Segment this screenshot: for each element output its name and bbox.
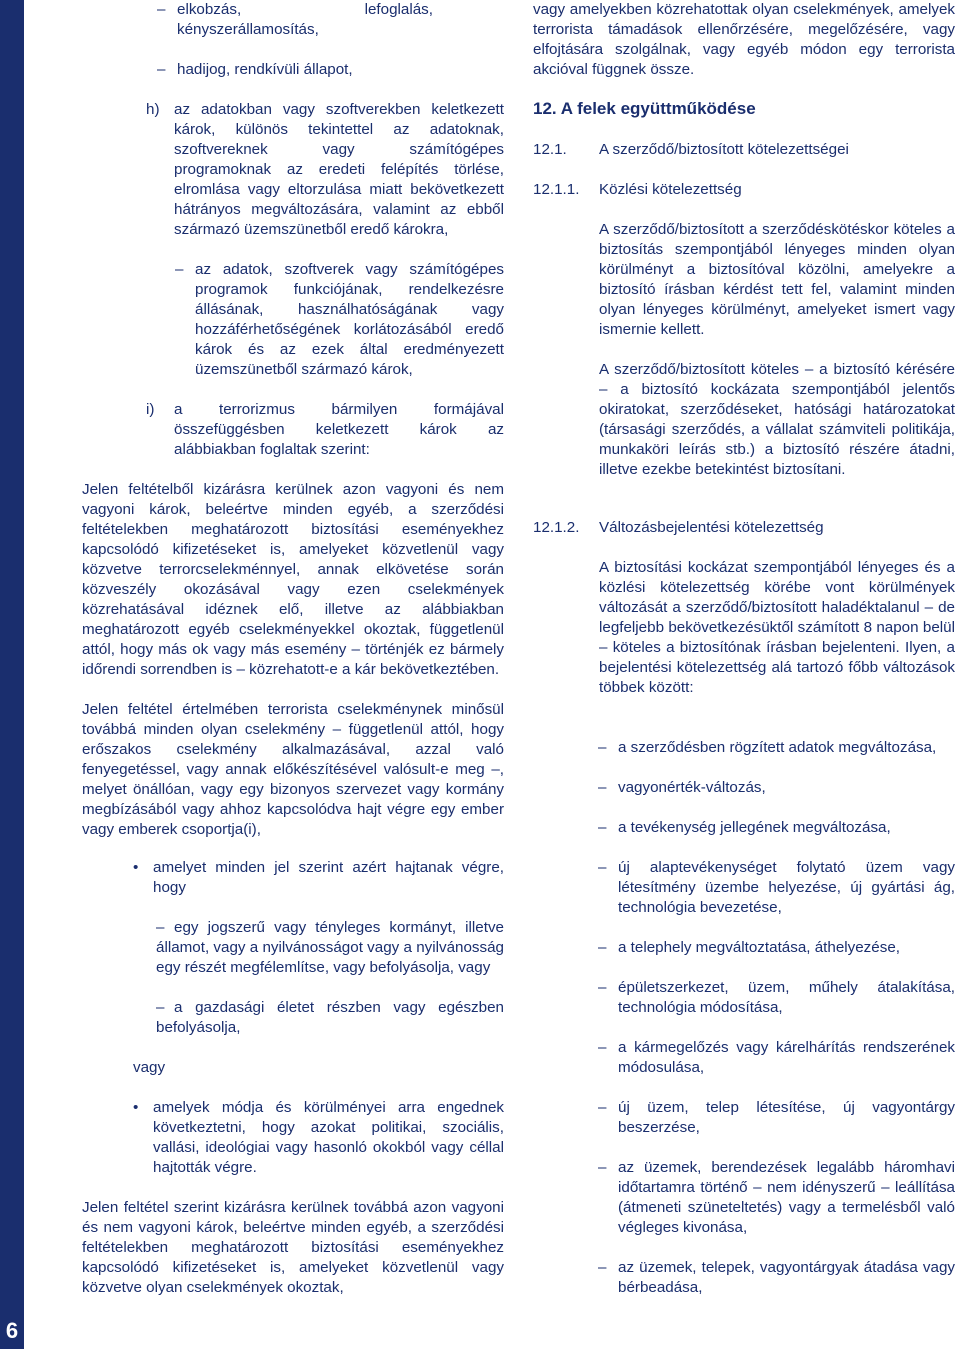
dash-marker: – — [598, 1159, 607, 1176]
item-text: az üzemek, berendezések legalább háromhavi időtartamra történő – nem idényszerű – leállítása (átmeneti szüneteltetés) vagy a termelésből való végleges kivonása, — [618, 1159, 955, 1236]
dash-marker: – — [598, 859, 607, 876]
bullet-item-2 — [133, 1098, 504, 1178]
item-text: amelyek módja és körülményei arra engednek következtetni, hogy azokat politikai, szociális, vallási, ideológiai vagy hasonló okokból vagy céllal hajtották végre. — [153, 1099, 504, 1176]
item-text: hadijog, rendkívüli állapot, — [177, 61, 353, 78]
terrorism-paragraph-3: Jelen feltétel szerint kizárásra kerülnek továbbá azon vagyoni és nem vagyoni károk, beleértve minden egyéb, a szerződési feltételekben meghatározott biztosítási eseményekhez kapcsolódó kifizetéseket is, amelyeket közvetlenül vagy közvetve olyan cselekmények okoztak, — [82, 1199, 504, 1296]
item-text: az adatokban vagy szoftverekben keletkezett károk, különös tekintettel az adatoknak, szoftvereknek vagy számítógépes programoknak az eredeti felépítés törlése, elromlása vagy eltorzulása miatt bekövetkezett hátrányos megváltozására, valamint az ebből származó üzemszünetből eredő károkra, — [174, 101, 504, 238]
exclusion-item-martial-law — [157, 60, 504, 80]
change-list-item — [598, 858, 955, 918]
exclusion-item-i — [82, 400, 504, 460]
change-list-item — [598, 778, 955, 798]
item-text: amelyet minden jel szerint azért hajtanak végre, hogy — [153, 859, 504, 896]
dash-marker: – — [175, 261, 184, 278]
section-title: Közlési kötelezettség — [599, 181, 742, 198]
change-list-item — [598, 1158, 955, 1238]
continuation-paragraph: vagy amelyekben közrehatottak olyan cselekmények, amelyek terrorista támadások ellenőrzésére, megelőzésére, vagy elfojtására szolgálnak, vagy egyéb módon egy terrorista akcióval függnek össze. — [533, 1, 955, 78]
disclosure-paragraph-2: A szerződő/biztosított köteles – a biztosító kérésére – a biztosító kockázata szempontjából jelentős okiratokat, szerződéseket, hatósági határozatokat (társasági szerződés, a vállalat számviteli politikája, munkaköri leírás stb.) a biztosító részére átadni, illetve ezekbe betekintést biztosítani. — [599, 361, 955, 478]
change-list-item — [598, 938, 955, 958]
exclusion-item-confiscation — [157, 0, 504, 40]
change-list-item — [598, 978, 955, 1018]
item-text: az adatok, szoftverek vagy számítógépes programok funkciójának, rendelkezésre állásának, használhatóságának vagy hozzáférhetőségének korlátozásából eredő károk és az ezek által eredményezett üzemszünetből származó károk, — [195, 261, 504, 378]
bullet-marker: • — [133, 859, 139, 876]
bullet-subitem-2 — [156, 998, 504, 1038]
change-list-item — [598, 1098, 955, 1138]
bullet-item-1 — [133, 858, 504, 898]
section-heading-12: 12. A felek együttműködése — [533, 99, 756, 118]
terrorism-paragraph-1: Jelen feltételből kizárásra kerülnek azon vagyoni és nem vagyoni károk, beleértve minden egyéb, a szerződési feltételekben meghatározott biztosítási eseményekhez kapcsolódó kifizetéseket is, amelyeket közvetlenül vagy közvetve terrorcselekménnyel, annak elkövetése során közveszély okozásával vagy ezen cselekmények közrehatásával idéznek elő, illetve az alábbiakban meghatározott egyéb cselekményekkel okoztak, függetlenül attól, hogy más ok vagy más esemény – történjék ez bármely időrendi sorrendben is – közrehatott-e a kár bekövetkeztében. — [82, 481, 504, 678]
item-text: az üzemek, telepek, vagyontárgyak átadása vagy bérbeadása, — [618, 1259, 955, 1296]
dash-marker: – — [156, 919, 165, 936]
dash-marker: – — [598, 1039, 607, 1056]
change-notification-paragraph: A biztosítási kockázat szempontjából lényeges és a közlési kötelezettség körébe vont körülmények változását a szerződő/biztosított haladéktalanul – de legfeljebb bekövetkezésüktől számított 8 napon belül – köteles a biztosítónak írásban bejelenteni. Ilyen, a bejelentési kötelezettség alá tartozó főbb változások többek között: — [599, 559, 955, 696]
dash-marker: – — [157, 61, 166, 78]
item-text: a szerződésben rögzített adatok megváltozása, — [618, 739, 937, 756]
item-text: a tevékenység jellegének megváltozása, — [618, 819, 891, 836]
item-text: vagyonérték-változás, — [618, 779, 766, 796]
dash-marker: – — [598, 979, 607, 996]
dash-marker: – — [598, 1099, 607, 1116]
change-list-item — [598, 818, 955, 838]
item-text: épületszerkezet, üzem, műhely átalakítása, technológia módosítása, — [618, 979, 955, 1016]
terrorism-paragraph-2: Jelen feltétel értelmében terrorista cselekménynek minősül továbbá minden olyan cselekmény – függetlenül attól, hogy erőszakos cselekmény alkalmazásával, azzal való fenyegetéssel, vagy annak előkészítésével valósult-e meg –, melyet önállóan, vagy egy bizonyos szervezet vagy kormány megbízásából vagy ahhoz kapcsolódva hajt végre egy ember vagy emberek csoportja(i), — [82, 701, 504, 838]
dash-marker: – — [598, 1259, 607, 1276]
item-text: a kármegelőzés vagy kárelhárítás rendszerének módosulása, — [618, 1039, 955, 1076]
section-title: Változásbejelentési kötelezettség — [599, 519, 824, 536]
item-text: új üzem, telep létesítése, új vagyontárgy beszerzése, — [618, 1099, 955, 1136]
section-number: 12.1.1. — [533, 181, 580, 198]
item-text: a telephely megváltoztatása, áthelyezése, — [618, 939, 900, 956]
item-text: elkobzás, lefoglalás, kényszerállamosítás, — [177, 1, 433, 38]
dash-marker: – — [598, 819, 607, 836]
bullet-marker: • — [133, 1099, 139, 1116]
change-list-item — [598, 1258, 955, 1298]
dash-marker: – — [598, 779, 607, 796]
change-list-item — [598, 1038, 955, 1078]
bullet-subitem-1 — [156, 918, 504, 978]
item-label: i) — [146, 401, 155, 418]
dash-marker: – — [156, 999, 165, 1016]
section-number: 12.1. — [533, 141, 567, 158]
page-number: 6 — [5, 1318, 19, 1343]
page-number-tab — [0, 0, 24, 1349]
dash-marker: – — [598, 939, 607, 956]
section-title: A szerződő/biztosított kötelezettségei — [599, 141, 849, 158]
item-text: új alaptevékenységet folytató üzem vagy létesítmény üzembe helyezése, új gyártási ág, technológia bevezetése, — [618, 859, 955, 916]
item-text: egy jogszerű vagy tényleges kormányt, illetve államot, vagy a nyilvánosságot vagy a nyilvánosság egy részét megfélemlítse, vagy befolyásolja, vagy — [156, 919, 504, 976]
item-text: a terrorizmus bármilyen formájával összefüggésben keletkezett károk az alábbiakban foglaltak szerint: — [174, 401, 504, 458]
change-list-item — [598, 738, 955, 758]
dash-marker: – — [598, 739, 607, 756]
item-label: h) — [146, 101, 160, 118]
section-number: 12.1.2. — [533, 519, 580, 536]
disclosure-paragraph-1: A szerződő/biztosított a szerződéskötéskor köteles a biztosítás szempontjából lényeges minden olyan körülményt a biztosítóval közölni, amelyekre a biztosító írásban kérdést tett fel, valamint minden olyan lényeges körülményt, amelyeket ismert vagy ismernie kellett. — [599, 221, 955, 338]
connector-vagy: vagy — [133, 1059, 166, 1076]
item-text: a gazdasági életet részben vagy egészben befolyásolja, — [156, 999, 504, 1036]
exclusion-subitem-h — [175, 260, 504, 380]
exclusion-item-h — [82, 100, 504, 240]
dash-marker: – — [157, 1, 166, 18]
